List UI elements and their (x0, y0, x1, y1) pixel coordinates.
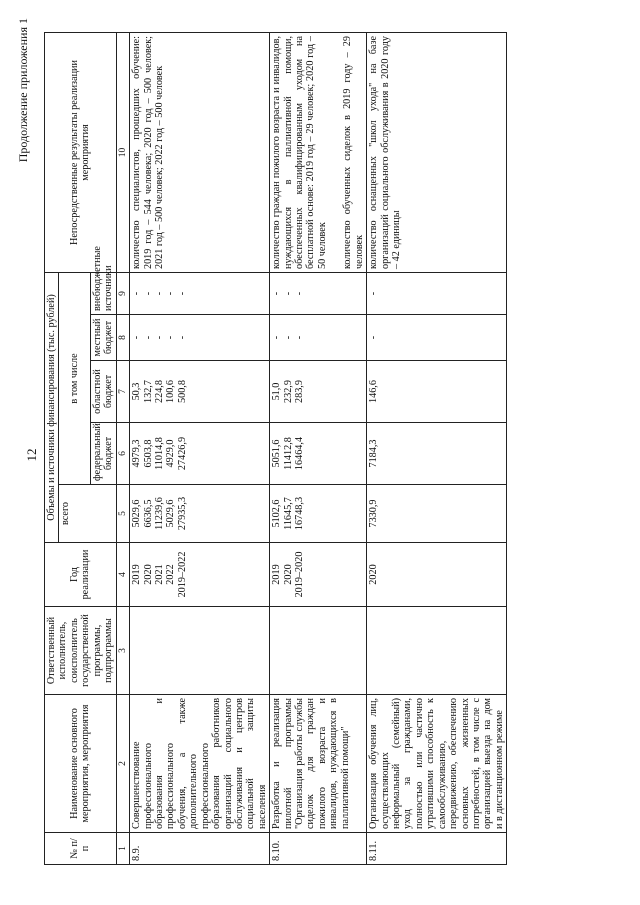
regional-value: 132,7 (142, 380, 154, 403)
local-value: - (154, 335, 165, 340)
total-value: 27935,3 (176, 496, 188, 531)
colnum: 2 (116, 695, 130, 833)
total-value: 5029,6 (165, 499, 177, 528)
row-name: Совершенствование профессионального образования и профессионального обучения, а также дополнительного профессионального образования работников организаций социального обслуживания и центров социальной защиты населения (130, 695, 270, 833)
row-regional (270, 361, 367, 423)
row-extra (270, 273, 367, 315)
row-name: Организация обучения лиц, осуществляющих неформальный (семейный) уход за гражданами, полностью или частично утратившими способность к самообслуживанию, передвижению, обеспечению основных жизненных потребностей, в том числе с организацией выезда на дом и в дистанционном режиме (367, 695, 507, 833)
federal-value: 11014,8 (154, 437, 165, 470)
total-value: 7330,9 (368, 499, 380, 528)
row-local (270, 315, 367, 361)
regional-value: 51,0 (271, 382, 283, 401)
extra-value: - (282, 291, 294, 296)
extra-value: - (271, 291, 283, 296)
federal-value: 11412,8 (282, 437, 294, 470)
year-value: 2020 (282, 564, 294, 585)
total-value: 16748,3 (294, 496, 306, 531)
extra-value: - (368, 291, 380, 296)
header-including: в том числе (59, 273, 90, 485)
total-value: 6636,5 (142, 499, 154, 528)
regional-value: 500,8 (176, 380, 188, 403)
header-name: Наименование основного мероприятия, мероприятия (45, 695, 117, 833)
row-years (367, 543, 507, 607)
page-number: 12 (24, 448, 39, 462)
federal-value: 5051,6 (271, 439, 283, 468)
row-extra (367, 273, 507, 315)
colnum: 5 (116, 485, 130, 543)
row-total (367, 485, 507, 543)
local-value: - (142, 335, 154, 340)
header-row-1 (45, 33, 59, 865)
federal-value: 6503,8 (142, 439, 154, 468)
extra-value: - (154, 291, 165, 296)
row-result: количество оснащенных "школ ухода" на базе организаций социального обслуживания в 2020 году – 42 единицы (367, 33, 507, 273)
extra-value: - (165, 291, 177, 296)
row-federal (130, 423, 270, 485)
header-volumes: Объемы и источники финансирования (тыс. рублей) (45, 273, 59, 543)
local-value: - (282, 335, 294, 340)
regional-value: 50,3 (131, 382, 143, 401)
local-value: - (131, 335, 143, 340)
regional-value: 283,9 (294, 380, 306, 403)
row-num: 8.10. (270, 833, 367, 865)
total-value: 5029,6 (131, 499, 143, 528)
row-years (270, 543, 367, 607)
regional-value: 232,9 (282, 380, 294, 403)
year-value: 2021 (154, 564, 165, 585)
total-value: 11645,7 (282, 497, 294, 530)
local-value: - (176, 335, 188, 340)
federal-value: 27426,9 (176, 436, 188, 471)
year-value: 2019 (131, 564, 143, 585)
federal-value: 4929,0 (165, 439, 177, 468)
header-num: № п/п (45, 833, 117, 865)
local-value: - (368, 335, 380, 340)
colnum: 7 (116, 361, 130, 423)
regional-value: 224,8 (154, 380, 165, 403)
federal-value: 7184,3 (368, 439, 380, 468)
row-total (270, 485, 367, 543)
year-value: 2019 (271, 564, 283, 585)
federal-value: 16464,4 (294, 436, 306, 471)
header-extrabudget: внебюджетные источники (90, 273, 116, 315)
result-text-secondary: количество обученных сиделок в 2019 году – 29 человек (342, 36, 365, 269)
row-num: 8.9. (130, 833, 270, 865)
regional-value: 146,6 (368, 380, 380, 403)
colnum: 3 (116, 607, 130, 695)
header-year: Год реализации (45, 543, 117, 607)
colnum: 8 (116, 315, 130, 361)
financing-table (44, 32, 507, 865)
row-total (130, 485, 270, 543)
colnum: 10 (116, 33, 130, 273)
row-responsible (367, 607, 507, 695)
year-value: 2022 (165, 564, 177, 585)
row-num: 8.11. (367, 833, 507, 865)
row-result (270, 33, 367, 273)
row-regional (130, 361, 270, 423)
row-local (130, 315, 270, 361)
row-regional (367, 361, 507, 423)
header-regional: областной бюджет (90, 361, 116, 423)
header-federal: федеральный бюджет (90, 423, 116, 485)
regional-value: 100,6 (165, 380, 177, 403)
colnum: 4 (116, 543, 130, 607)
column-numbers-row (116, 33, 130, 865)
result-text: количество граждан пожилого возраста и инвалидов, нуждающихся в паллиативной помощи, обеспеченных квалифицированным уходом на бесплатной основе: 2019 год – 29 человек; 2020 год – 50 человек (271, 36, 328, 269)
year-value: 2019–2020 (294, 551, 306, 598)
continuation-label: Продолжение приложения 1 (16, 18, 30, 163)
colnum: 6 (116, 423, 130, 485)
extra-value: - (176, 291, 188, 296)
header-responsible: Ответственный исполнитель, соисполнитель государственной программы, подпрограммы (45, 607, 117, 695)
row-name: Разработка и реализация пилотной программы "Организация работы службы сиделок для граждан пожилого возраста и инвалидов, нуждающихся в паллиативной помощи" (270, 695, 367, 833)
row-federal (270, 423, 367, 485)
extra-value: - (294, 291, 306, 296)
year-value: 2020 (368, 564, 380, 585)
federal-value: 4979,3 (131, 439, 143, 468)
table-row (270, 33, 367, 865)
row-responsible (130, 607, 270, 695)
colnum: 1 (116, 833, 130, 865)
year-value: 2019–2022 (176, 551, 188, 598)
year-value: 2020 (142, 564, 154, 585)
row-extra (130, 273, 270, 315)
table-row (367, 33, 507, 865)
local-value: - (165, 335, 177, 340)
row-responsible (270, 607, 367, 695)
extra-value: - (142, 291, 154, 296)
row-federal (367, 423, 507, 485)
row-local (367, 315, 507, 361)
row-result: количество специалистов, прошедших обучение: 2019 год – 544 человека; 2020 год – 500 человек; 2021 год – 500 человек; 2022 год – 500 человек (130, 33, 270, 273)
colnum: 9 (116, 273, 130, 315)
table-row (130, 33, 270, 865)
header-local: местный бюджет (90, 315, 116, 361)
total-value: 11239,6 (154, 497, 165, 530)
row-years (130, 543, 270, 607)
header-total: всего (59, 485, 116, 543)
local-value: - (271, 335, 283, 340)
extra-value: - (131, 291, 143, 296)
header-results: Непосредственные результаты реализации мероприятия (45, 33, 117, 273)
total-value: 5102,6 (271, 499, 283, 528)
local-value: - (294, 335, 306, 340)
